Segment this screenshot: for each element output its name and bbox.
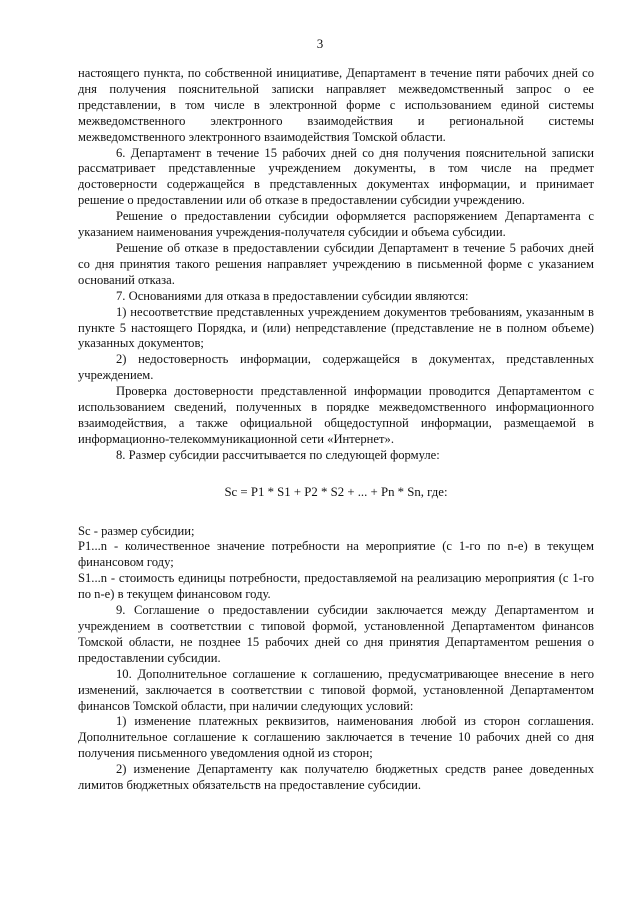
definition-p: P1...n - количественное значение потребности на мероприятие (с 1-го по n-е) в текущем финансовом году; <box>78 539 594 570</box>
definition-s: S1...n - стоимость единицы потребности, предоставляемой на реализацию мероприятия (с 1-го по n-е) в текущем финансовом году. <box>78 571 594 602</box>
paragraph-6: 6. Департамент в течение 15 рабочих дней со дня получения пояснительной записки рассматривает представленные учреждением документы, в том числе на предмет достоверности содержащейся в представленных документах информации, и принимает решение о предоставлении или об отказе в предоставлении субсидии учреждению. <box>78 145 594 208</box>
paragraph-decision-grant: Решение о предоставлении субсидии оформляется распоряжением Департамента с указанием наименования учреждения-получателя субсидии и объема субсидии. <box>78 209 594 240</box>
list-item-7-1: 1) несоответствие представленных учреждением документов требованиям, указанным в пункте 5 настоящего Порядка, и (или) непредставление (представление не в полном объеме) указанных документов; <box>78 304 594 351</box>
list-item-10-2: 2) изменение Департаменту как получателю бюджетных средств ранее доведенных лимитов бюджетных обязательств на предоставление субсидии. <box>78 762 594 793</box>
paragraph-decision-refusal: Решение об отказе в предоставлении субсидии Департамент в течение 5 рабочих дней со дня принятия такого решения направляет учреждению в письменной форме с указанием оснований отказа. <box>78 240 594 287</box>
list-item-7-2: 2) недостоверность информации, содержащейся в документах, представленных учреждением. <box>78 352 594 383</box>
definition-sc: Sc - размер субсидии; <box>78 523 195 538</box>
list-item-10-1: 1) изменение платежных реквизитов, наименования любой из сторон соглашения. Дополнительное соглашение к соглашению заключается в течение 10 рабочих дней со дня получения письменного уведомления одной из сторон; <box>78 714 594 761</box>
paragraph-7: 7. Основаниями для отказа в предоставлении субсидии являются: <box>116 288 469 303</box>
subsidy-formula: Sc = P1 * S1 + P2 * S2 + ... + Pn * Sn, где: <box>224 484 448 499</box>
paragraph-verification: Проверка достоверности представленной информации проводится Департаментом с использованием сведений, полученных в порядке межведомственного информационного взаимодействия, а также официальной общедоступной информации, размещаемой в информационно-телекоммуникационной сети «Интернет». <box>78 384 594 446</box>
paragraph-10: 10. Дополнительное соглашение к соглашению, предусматривающее внесение в него изменений, заключается в соответствии с типовой формой, установленной Департаментом финансов Томской области, при наличии следующих условий: <box>78 666 594 713</box>
document-body <box>78 66 594 794</box>
paragraph-8: 8. Размер субсидии рассчитывается по следующей формуле: <box>116 447 440 462</box>
paragraph-continuation: настоящего пункта, по собственной инициативе, Департамент в течение пяти рабочих дней со дня получения пояснительной записки направляет межведомственный запрос о ее представлении, в том числе в электронной форме с использованием единой системы межведомственного электронного взаимодействия и региональной системы межведомственного электронного взаимодействия Томской области. <box>78 66 594 144</box>
page-number: 3 <box>316 36 324 51</box>
paragraph-9: 9. Соглашение о предоставлении субсидии заключается между Департаментом и учреждением в соответствии с типовой формой, установленной Департаментом финансов Томской области, не позднее 15 рабочих дней со дня принятия Департаментом решения о предоставлении субсидии. <box>78 603 594 665</box>
